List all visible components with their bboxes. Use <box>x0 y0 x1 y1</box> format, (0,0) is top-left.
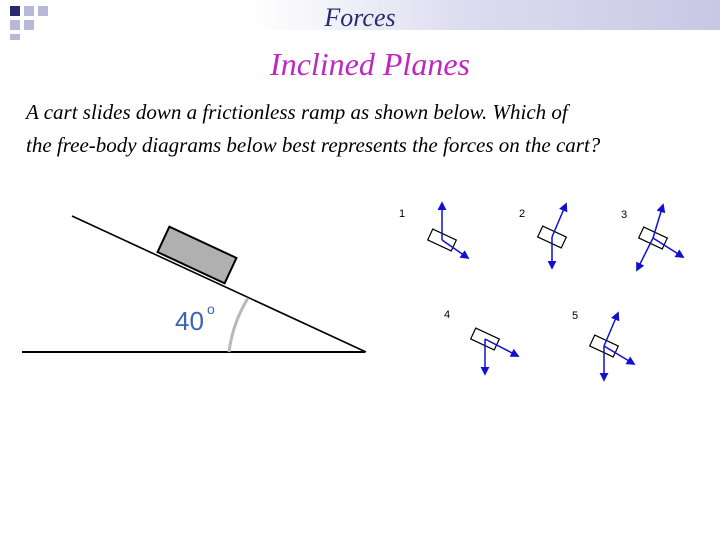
angle-degree-mark: o <box>207 301 215 317</box>
option-5-label: 5 <box>572 310 579 322</box>
option-2-force-arrow <box>552 204 566 237</box>
ramp-surface <box>72 216 366 352</box>
option-2-diagram[interactable] <box>519 204 566 268</box>
option-2-label: 2 <box>519 208 526 220</box>
angle-arc <box>229 298 248 352</box>
ramp-diagram <box>22 216 366 352</box>
slide-subtitle: Inclined Planes <box>270 46 470 82</box>
question-line-2: the free-body diagrams below best represents the forces on the cart? <box>26 133 601 157</box>
cart-block <box>158 227 237 284</box>
angle-label: 40 <box>175 306 204 336</box>
option-3-label: 3 <box>621 209 628 221</box>
option-3-force-arrow <box>653 238 683 257</box>
option-1-diagram[interactable] <box>399 203 468 258</box>
option-5-diagram[interactable] <box>572 310 634 380</box>
option-4-diagram[interactable] <box>444 309 518 374</box>
question-line-1: A cart slides down a frictionless ramp as shown below. Which of <box>26 100 568 124</box>
slide-title: Forces <box>324 3 396 32</box>
option-5-force-arrow <box>604 313 618 346</box>
option-1-label: 1 <box>399 208 406 220</box>
option-4-label: 4 <box>444 309 451 321</box>
option-3-force-arrow <box>637 238 653 270</box>
option-3-diagram[interactable] <box>621 205 683 270</box>
